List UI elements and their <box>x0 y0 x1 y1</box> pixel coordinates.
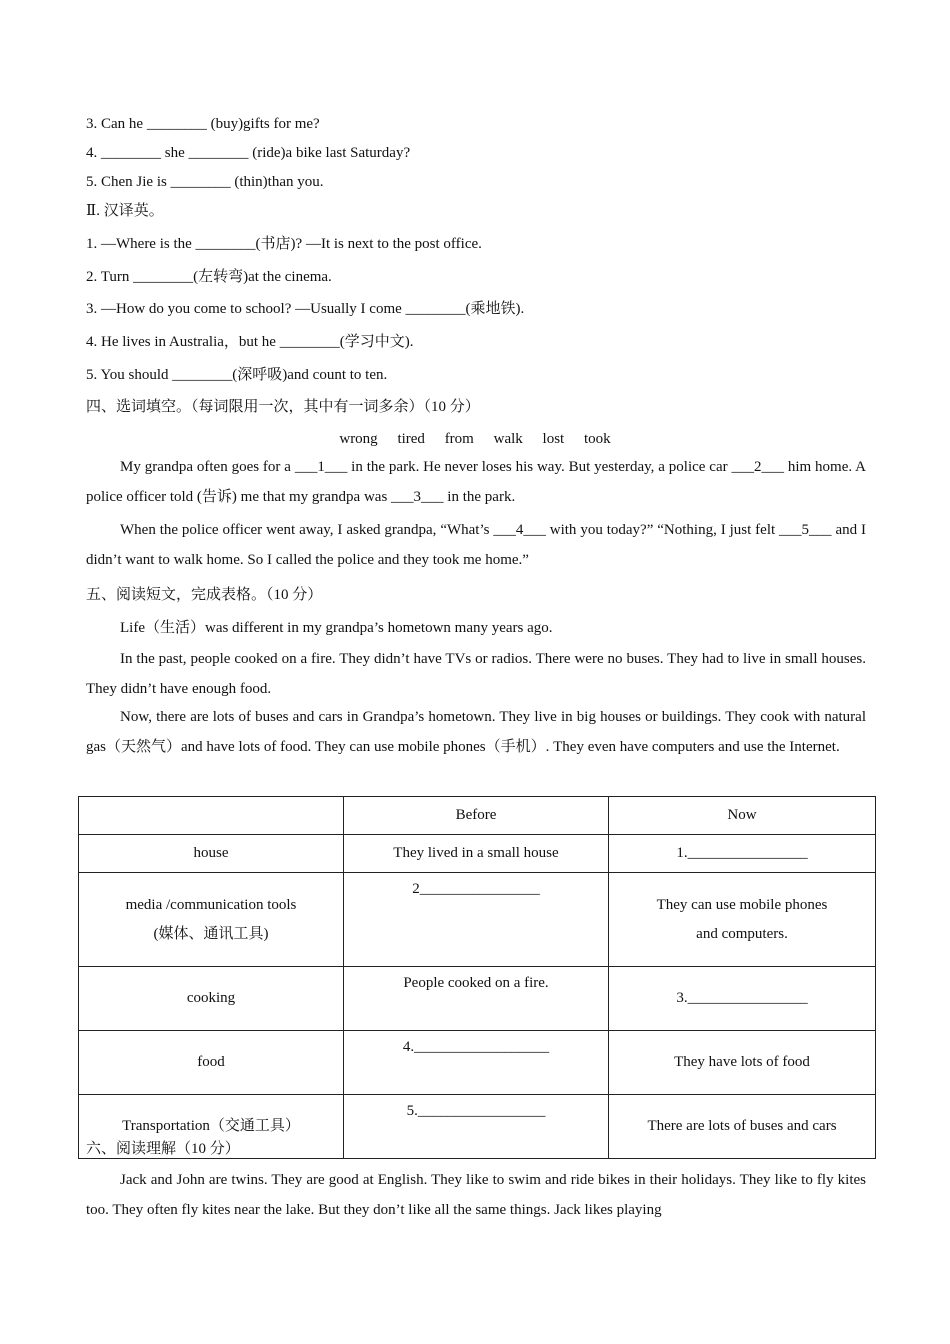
word-bank-item: wrong <box>339 431 378 447</box>
word-bank-item: lost <box>542 431 565 447</box>
exercise-item: 4. ________ she ________ (ride)a bike last Saturday? <box>86 145 411 161</box>
table-cell-text: media /communication tools <box>125 896 297 913</box>
reading-paragraph: Jack and John are twins. They are good at English. They like to swim and ride bikes in their holidays. They like to fly kites too. They often fly kites near the lake. But they don’t like all the same things. Jack likes playing <box>86 1172 866 1218</box>
comparison-table <box>78 796 876 1159</box>
table-cell: There are lots of buses and cars <box>609 1095 876 1159</box>
word-bank-item: tired <box>397 431 425 447</box>
table-row <box>79 873 876 967</box>
cloze-paragraph: My grandpa often goes for a ___1___ in the park. He never loses his way. But yesterday, a police car ___2___ him home. A police officer told (告诉) me that my grandpa was ___3___ in the park. <box>86 459 866 505</box>
table-header: Before <box>344 797 609 835</box>
table-cell-text: and computers. <box>696 925 788 942</box>
exercise-item: 5. Chen Jie is ________ (thin)than you. <box>86 174 324 190</box>
table-cell: People cooked on a fire. <box>344 967 609 1031</box>
table-header: Now <box>609 797 876 835</box>
table-cell: cooking <box>79 967 344 1031</box>
word-bank-item: walk <box>493 431 523 447</box>
table-header-row <box>79 797 876 835</box>
section-heading: 四、选词填空。（每词限用一次，其中有一词多余）（10 分） <box>86 399 480 415</box>
table-cell: 2________________ <box>344 873 609 967</box>
table-cell: They lived in a small house <box>344 835 609 873</box>
table-cell: They have lots of food <box>609 1031 876 1095</box>
table-cell: food <box>79 1031 344 1095</box>
reading-paragraph: In the past, people cooked on a fire. They didn’t have TVs or radios. There were no buses. They had to live in small houses. They didn’t have enough food. <box>86 651 866 697</box>
reading-paragraph: Now, there are lots of buses and cars in Grandpa’s hometown. They live in big houses or buildings. They cook with natural gas（天然气）and have lots of food. They can use mobile phones（手机）. They even have computers and use the Internet. <box>86 709 866 755</box>
section-heading: Ⅱ. 汉译英。 <box>86 203 164 219</box>
table-cell: Transportation（交通工具） <box>79 1095 344 1159</box>
table-cell: 4.__________________ <box>344 1031 609 1095</box>
table-cell <box>79 873 344 967</box>
table-cell: 5._________________ <box>344 1095 609 1159</box>
exercise-item: 3. —How do you come to school? —Usually I come ________(乘地铁). <box>86 301 525 317</box>
table-row <box>79 1031 876 1095</box>
exercise-item: 2. Turn ________(左转弯)at the cinema. <box>86 269 332 285</box>
table-row <box>79 967 876 1031</box>
cloze-paragraph: When the police officer went away, I asked grandpa, “What’s ___4___ with you today?” “Nothing, I just felt ___5___ and I didn’t want to walk home. So I called the police and they took me home.” <box>86 522 866 568</box>
table-cell-text: They can use mobile phones <box>656 896 828 913</box>
exercise-item: 3. Can he ________ (buy)gifts for me? <box>86 116 320 132</box>
table-row <box>79 835 876 873</box>
word-bank-item: from <box>444 431 474 447</box>
table-header <box>79 797 344 835</box>
word-bank <box>0 429 950 449</box>
exercise-item: 1. —Where is the ________(书店)? —It is next to the post office. <box>86 236 482 252</box>
table-cell: house <box>79 835 344 873</box>
word-bank-item: took <box>583 431 611 447</box>
table-cell: 3.________________ <box>609 967 876 1031</box>
section-heading: 六、阅读理解（10 分） <box>86 1141 240 1157</box>
reading-paragraph: Life（生活）was different in my grandpa’s hometown many years ago. <box>120 620 553 636</box>
section-heading: 五、阅读短文，完成表格。（10 分） <box>86 587 323 603</box>
table-cell <box>609 873 876 967</box>
table-cell-text: (媒体、通讯工具) <box>153 925 269 942</box>
exercise-item: 5. You should ________(深呼吸)and count to ten. <box>86 367 388 383</box>
table-cell: 1.________________ <box>609 835 876 873</box>
exercise-item: 4. He lives in Australia，but he ________(学习中文). <box>86 334 414 350</box>
